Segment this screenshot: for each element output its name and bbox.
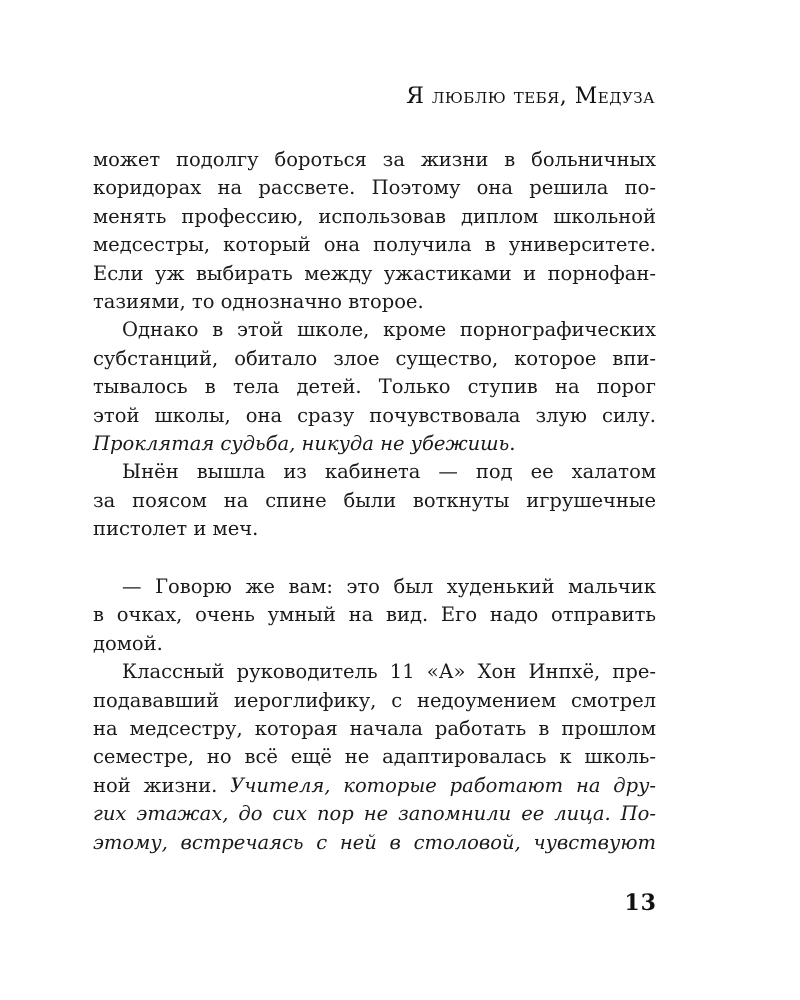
text-line: тазиями, то однозначно второе. (93, 289, 424, 313)
text-line: ной жизни. Учителя, которые работают на дру- (93, 773, 656, 797)
text-line-italic: гих этажах, до сих пор не запомнили ее лица. По- (93, 802, 656, 826)
body-text-block-2 (93, 573, 656, 857)
text-line: коридорах на рассвете. Поэтому она решила по- (93, 176, 656, 200)
page-number: 13 (624, 890, 657, 916)
text-line: Классный руководитель 11 «А» Хон Инпхё, пре- (122, 660, 656, 684)
text-line-italic: Проклятая судьба, никуда не убежишь. (93, 431, 516, 455)
text-line: этой школы, она сразу почувствовала злую силу. (93, 403, 656, 427)
text-line-italic: этому, встречаясь с ней в столовой, чувствуют (93, 830, 656, 854)
text-line: Если уж выбирать между ужастиками и порнофан- (93, 261, 656, 285)
text-line: Ынён вышла из кабинета — под ее халатом (122, 460, 656, 484)
text-line: субстанций, обитало злое существо, которое впи- (93, 346, 656, 370)
body-text-block-1 (93, 146, 656, 543)
text-line: Однако в этой школе, кроме порнографических (122, 318, 656, 342)
text-line: на медсестру, которая начала работать в прошлом (93, 716, 656, 740)
text-line: менять профессию, использовав диплом школьной (93, 204, 656, 228)
text-line: домой. (93, 631, 163, 655)
text-line: — Говорю же вам: это был худенький мальчик (122, 575, 656, 598)
text-line: медсестры, который она получила в университете. (93, 233, 656, 257)
text-line: семестре, но всё ещё не адаптировалась к школь- (93, 745, 656, 769)
text-line: тывалось в тела детей. Только ступив на порог (93, 375, 656, 399)
text-line: подававший иероглифику, с недоумением смотрел (93, 688, 656, 712)
text-line: может подолгу бороться за жизни в больничных (93, 148, 656, 171)
running-header: Я люблю тебя, Медуза (406, 84, 655, 109)
text-line: за поясом на спине были воткнуты игрушечные (93, 488, 656, 512)
text-line: в очках, очень умный на вид. Его надо отправить (93, 603, 656, 627)
text-line: пистолет и меч. (93, 517, 259, 541)
